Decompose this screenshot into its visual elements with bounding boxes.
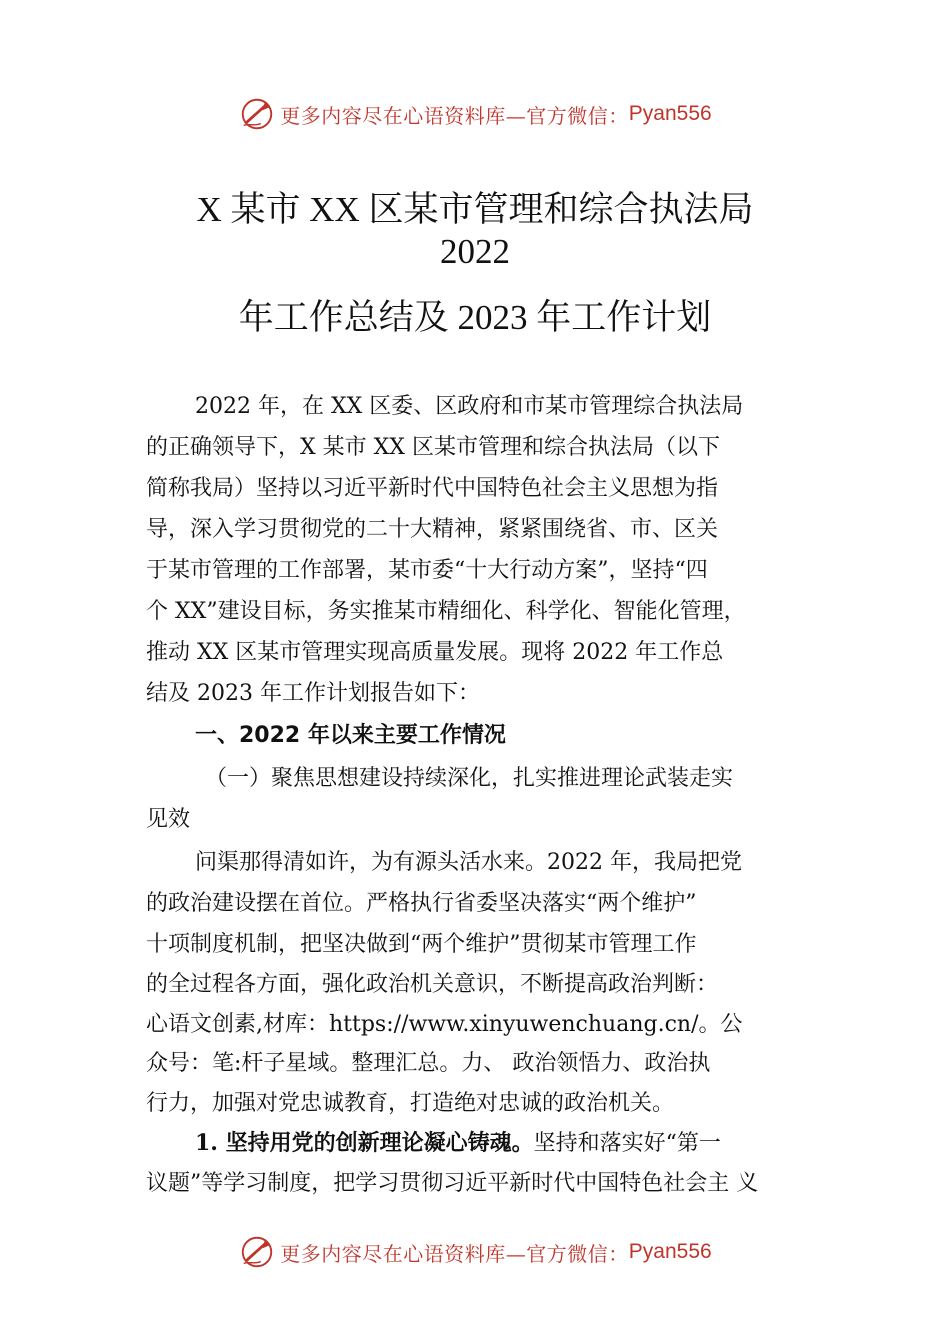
subheading-1-line-2: 见效: [146, 807, 191, 832]
logo-icon: [238, 1233, 276, 1271]
para3-rest: 坚持和落实好“第一: [533, 1131, 721, 1156]
banner-wechat-handle: Pyan556: [628, 102, 712, 125]
intro-line-2: 的正确领导下，X 某市 XX 区某市管理和综合执法局（以下: [146, 435, 720, 460]
para2-line-1: 问渠那得清如许，为有源头活水来。2022 年，我局把党: [195, 850, 742, 875]
para2-line-2: 的政治建设摆在首位。严格执行省委坚决落实“两个维护”: [146, 891, 697, 916]
document-title-line-2: 2022: [440, 232, 510, 271]
para3-line-2: 议题”等学习制度，把学习贯彻习近平新时代中国特色社会主 义: [146, 1171, 759, 1196]
para2-line-7: 行力，加强对党忠诚教育，打造绝对忠诚的政治机关。: [146, 1091, 675, 1116]
intro-line-7: 推动 XX 区某市管理实现高质量发展。现将 2022 年工作总: [146, 640, 724, 665]
document-title-line-1: X 某市 XX 区某市管理和综合执法局: [196, 190, 754, 229]
para2-line-4: 的全过程各方面，强化政治机关意识，不断提高政治判断：: [146, 972, 719, 997]
para2-line-5: 心语文创素,材库：https://www.xinyuwenchuang.cn/。公: [146, 1012, 743, 1037]
para3-line-1: [195, 1128, 895, 1159]
banner-text: 更多内容尽在心语资料库—官方微信：: [280, 1241, 629, 1266]
intro-line-3: 简称我局）坚持以习近平新时代中国特色社会主义思想为指: [146, 476, 719, 501]
document-title-line-3: 年工作总结及 2023 年工作计划: [238, 298, 712, 337]
banner-wechat-handle: Pyan556: [628, 1240, 712, 1263]
para2-line-6: 众号：笔:杆子星域。整理汇总。力、 政治领悟力、政治执: [146, 1051, 711, 1076]
intro-line-1: 2022 年，在 XX 区委、区政府和市某市管理综合执法局: [195, 394, 744, 419]
footer-banner: [0, 1232, 950, 1272]
intro-line-6: 个 XX”建设目标，务实推某市精细化、科学化、智能化管理，: [146, 599, 746, 624]
header-banner: [0, 94, 950, 134]
intro-line-5: 于某市管理的工作部署，某市委“十大行动方案”，坚持“四: [146, 558, 708, 583]
logo-icon: [238, 95, 276, 133]
intro-line-4: 导，深入学习贯彻党的二十大精神，紧紧围绕省、市、区关: [146, 517, 719, 542]
banner-text: 更多内容尽在心语资料库—官方微信：: [280, 103, 629, 128]
subheading-1-line-1: （一）聚焦思想建设持续深化，扎实推进理论武装走实: [205, 766, 734, 791]
section-heading-1: 一、2022 年以来主要工作情况: [195, 723, 506, 748]
para3-bold-lead: 1. 坚持用党的创新理论凝心铸魂。: [195, 1130, 534, 1156]
para2-line-3: 十项制度机制，把坚决做到“两个维护”贯彻某市管理工作: [146, 932, 697, 957]
intro-line-8: 结及 2023 年工作计划报告如下：: [146, 681, 480, 706]
